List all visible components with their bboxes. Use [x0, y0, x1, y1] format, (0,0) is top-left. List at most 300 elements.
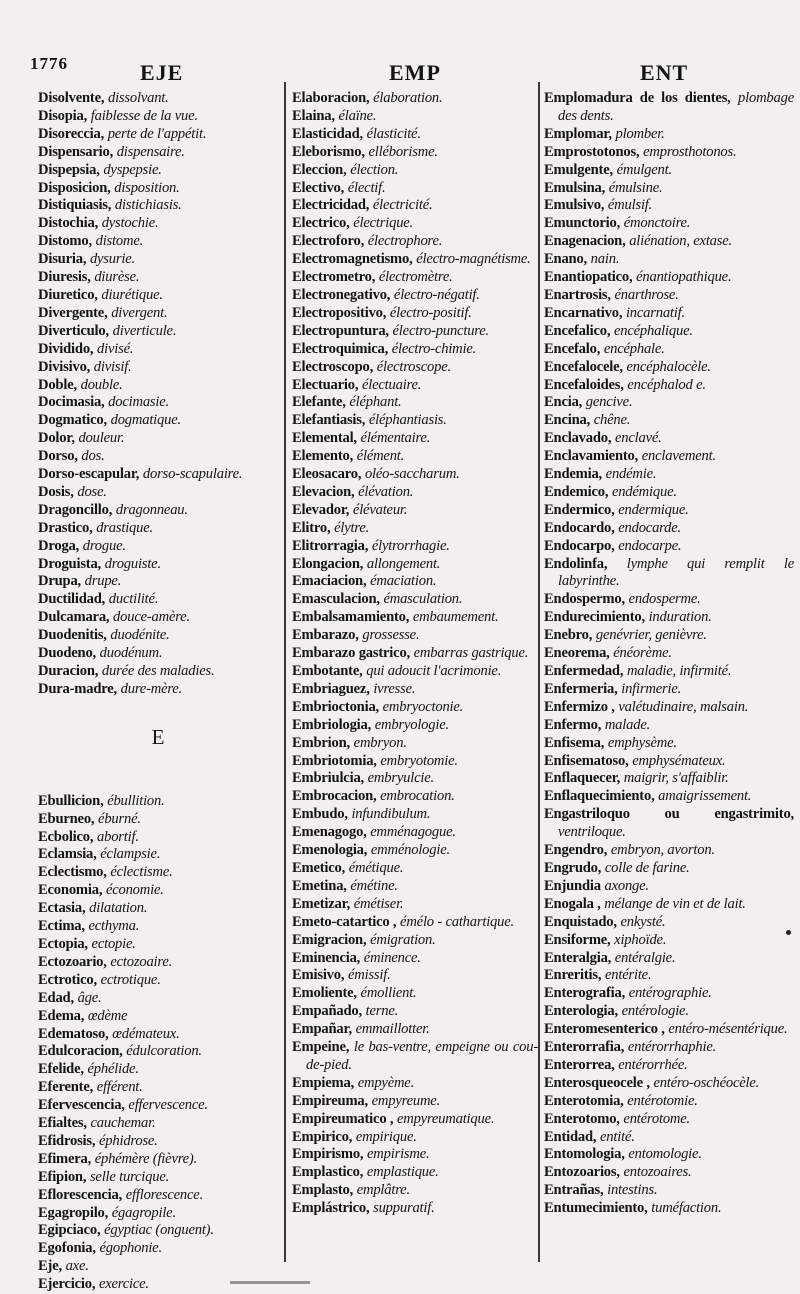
dictionary-entry: [38, 144, 278, 162]
dictionary-entry: [292, 556, 538, 574]
headword: Enano,: [544, 251, 588, 268]
translation: électro-magnétisme.: [416, 251, 531, 268]
dictionary-entry: [544, 788, 794, 806]
dictionary-entry: [292, 609, 538, 627]
dictionary-entry: [38, 1133, 278, 1151]
dictionary-entry: [544, 1182, 794, 1200]
headword: Efipion,: [38, 1168, 87, 1185]
translation: chêne.: [593, 412, 631, 429]
headword: Engastriloquo ou engastrimito,: [544, 806, 794, 823]
headword: Emplomar,: [544, 125, 612, 142]
translation: entérotomie.: [627, 1092, 698, 1109]
headword: Emetina,: [292, 877, 347, 894]
running-head-right: ENT: [640, 60, 689, 85]
headword: Efialtes,: [38, 1115, 87, 1132]
headword: Eleborismo,: [292, 143, 365, 160]
dictionary-entry: [544, 896, 794, 914]
translation: élévation.: [358, 483, 414, 500]
translation: drupe.: [84, 573, 122, 590]
headword: Empiema,: [292, 1074, 355, 1091]
headword: Droguista,: [38, 555, 102, 572]
translation: effervescence.: [128, 1097, 208, 1114]
headword: Duodenitis,: [38, 627, 107, 644]
translation: embryoctonie.: [382, 698, 464, 715]
dictionary-entry: [292, 573, 538, 591]
headword: Dispensario,: [38, 143, 114, 160]
headword: Efimera,: [38, 1150, 92, 1167]
headword: Dosis,: [38, 483, 74, 500]
dictionary-entry: [38, 377, 278, 395]
translation: dilatation.: [89, 900, 148, 917]
dictionary-entry: [38, 305, 278, 323]
column-3: [544, 90, 794, 1218]
translation: encéphalique.: [613, 322, 693, 339]
dictionary-entry: [38, 627, 278, 645]
dictionary-entry: [292, 985, 538, 1003]
headword: Enteromesenterico ,: [544, 1021, 665, 1038]
translation: distichiasis.: [114, 197, 182, 214]
headword: Electronegativo,: [292, 286, 391, 303]
dictionary-entry: [544, 502, 794, 520]
dictionary-entry: [38, 864, 278, 882]
dictionary-entry: [544, 162, 794, 180]
dictionary-entry: [544, 412, 794, 430]
dictionary-entry: [292, 448, 538, 466]
dictionary-entry: [38, 287, 278, 305]
headword: Endolinfa,: [544, 555, 608, 572]
dictionary-entry: [544, 126, 794, 144]
translation: éphémère (fièvre).: [94, 1150, 198, 1167]
dictionary-entry: [292, 681, 538, 699]
headword: Ectima,: [38, 918, 85, 935]
headword: Empireuma,: [292, 1092, 368, 1109]
translation: lymphe qui remplit le labyrinthe.: [558, 555, 794, 590]
dictionary-entry: [292, 1039, 538, 1075]
headword: Enterografia,: [544, 985, 626, 1002]
translation: énarthrose.: [614, 286, 679, 303]
translation: ectozoaire.: [110, 953, 173, 970]
translation: infundibulum.: [351, 806, 431, 823]
dictionary-entry: [38, 215, 278, 233]
headword: Enantiopatico,: [544, 269, 633, 286]
translation: émasculation.: [383, 591, 463, 608]
dictionary-entry: [38, 829, 278, 847]
headword: Endemico,: [544, 483, 609, 500]
headword: Embriotomia,: [292, 752, 377, 769]
translation: entérologie.: [621, 1003, 689, 1020]
headword: Embriaguez,: [292, 680, 370, 697]
translation: élection.: [350, 161, 399, 178]
dictionary-entry: [292, 269, 538, 287]
headword: Egipciaco,: [38, 1222, 101, 1239]
dictionary-entry: [292, 878, 538, 896]
translation: éburné.: [98, 810, 141, 827]
headword: Electuario,: [292, 376, 359, 393]
translation: élémentaire.: [360, 430, 431, 447]
headword: Enflaquecer,: [544, 770, 621, 787]
headword: Diuresis,: [38, 269, 91, 286]
headword: Enfermedad,: [544, 663, 624, 679]
dictionary-entry: [292, 341, 538, 359]
translation: embryon.: [353, 734, 407, 751]
dictionary-entry: [38, 466, 278, 484]
dictionary-entry: [38, 1169, 278, 1187]
dictionary-entry: [544, 430, 794, 448]
translation: drastique.: [96, 519, 153, 536]
dictionary-entry: [38, 972, 278, 990]
dictionary-entry: [292, 180, 538, 198]
translation: emménagogue.: [370, 824, 456, 841]
translation: enclavement.: [641, 448, 716, 465]
headword: Encarnativo,: [544, 304, 623, 321]
translation: divergent.: [111, 304, 168, 321]
headword: Distomo,: [38, 233, 92, 250]
dictionary-entry: [292, 1003, 538, 1021]
dictionary-entry: [544, 180, 794, 198]
headword: Electroquimica,: [292, 340, 389, 357]
headword: Disoreccia,: [38, 125, 105, 142]
dictionary-entry: [292, 1146, 538, 1164]
translation: emplastique.: [366, 1164, 439, 1181]
dictionary-entry: [292, 1093, 538, 1111]
translation: allongement.: [366, 555, 441, 572]
dictionary-entry: [544, 878, 794, 896]
headword: Ectrotico,: [38, 971, 97, 988]
headword: Enfermeria,: [544, 680, 618, 697]
dictionary-entry: [292, 197, 538, 215]
translation: émétique.: [348, 859, 404, 876]
section-letter-e: E: [151, 724, 165, 749]
translation: disposition.: [114, 179, 180, 196]
headword: Electropositivo,: [292, 304, 387, 321]
translation: énéorème.: [613, 645, 672, 662]
dictionary-entry: [544, 466, 794, 484]
headword: Enfermizo ,: [544, 698, 615, 715]
headword: Eclectismo,: [38, 864, 107, 881]
dictionary-entry: [38, 1079, 278, 1097]
translation: embryotomie.: [380, 752, 458, 769]
dictionary-entry: [38, 1151, 278, 1169]
translation: emphysème.: [607, 734, 677, 751]
translation: éphélide.: [87, 1061, 139, 1078]
headword: Engendro,: [544, 842, 608, 859]
translation: tuméfaction.: [651, 1200, 722, 1217]
headword: Empeine,: [292, 1039, 350, 1056]
translation: élément.: [356, 448, 405, 465]
translation: électro-positif.: [389, 304, 472, 321]
translation: axe.: [65, 1258, 89, 1275]
headword: Elemento,: [292, 448, 354, 465]
translation: efférent.: [96, 1079, 143, 1096]
headword: Edulcoracion,: [38, 1043, 123, 1060]
translation: émulsif.: [607, 197, 653, 214]
translation: embaumement.: [412, 609, 499, 626]
translation: élaboration.: [373, 90, 443, 106]
headword: Duodeno,: [38, 645, 97, 662]
dictionary-entry: [38, 1276, 278, 1294]
headword: Emunctorio,: [544, 215, 621, 232]
translation: faiblesse de la vue.: [90, 107, 198, 124]
dictionary-entry: [38, 591, 278, 609]
translation: grossesse.: [362, 627, 420, 644]
dictionary-entry: [292, 233, 538, 251]
dictionary-entry: [544, 305, 794, 323]
dictionary-entry: [38, 180, 278, 198]
dictionary-entry: [38, 1205, 278, 1223]
headword: Endemia,: [544, 466, 603, 483]
translation: élytre.: [334, 519, 370, 536]
translation: genévrier, genièvre.: [595, 627, 707, 644]
translation: égagropile.: [111, 1204, 176, 1221]
dictionary-entry: [292, 717, 538, 735]
headword: Electricidad,: [292, 197, 370, 214]
headword: Drupa,: [38, 573, 81, 590]
dictionary-entry: [38, 645, 278, 663]
translation: malade.: [604, 716, 651, 733]
headword: Dolor,: [38, 430, 75, 447]
headword: Enquistado,: [544, 913, 617, 930]
translation: empirique.: [355, 1128, 417, 1145]
dictionary-entry: [292, 1111, 538, 1129]
translation: électroscope.: [376, 358, 451, 375]
translation: nain.: [590, 251, 620, 268]
translation: dorso-scapulaire.: [142, 466, 243, 483]
translation: douleur.: [78, 430, 125, 447]
dictionary-entry: [544, 197, 794, 215]
dictionary-entry: [38, 1097, 278, 1115]
translation: enclavé.: [615, 430, 662, 447]
headword: Encia,: [544, 394, 583, 411]
translation: durée des maladies.: [101, 663, 215, 679]
headword: Enterosqueocele ,: [544, 1074, 650, 1091]
dictionary-entry: [292, 591, 538, 609]
headword: Emulgente,: [544, 161, 613, 178]
headword: Enfisema,: [544, 734, 605, 751]
headword: Distochia,: [38, 215, 99, 232]
headword: Emprostotonos,: [544, 143, 640, 160]
translation: électrophore.: [367, 233, 443, 250]
translation: duodénite.: [110, 627, 170, 644]
headword: Duracion,: [38, 663, 99, 679]
translation: dogmatique.: [110, 412, 181, 429]
dictionary-entry: [38, 900, 278, 918]
dictionary-entry: [292, 1021, 538, 1039]
dictionary-entry: [292, 520, 538, 538]
headword: Enterologia,: [544, 1003, 618, 1020]
dictionary-entry: [38, 538, 278, 556]
translation: électromètre.: [378, 269, 453, 286]
translation: induration.: [648, 609, 712, 626]
translation: docimasie.: [108, 394, 169, 411]
dictionary-entry: [38, 918, 278, 936]
dictionary-entry: [544, 1057, 794, 1075]
translation: embryologie.: [374, 716, 449, 733]
dictionary-entry: [544, 341, 794, 359]
dictionary-entry: [544, 144, 794, 162]
headword: Embriulcia,: [292, 770, 364, 787]
headword: Entumecimiento,: [544, 1200, 648, 1217]
headword: Embalsamamiento,: [292, 609, 410, 626]
translation: ecthyma.: [88, 918, 140, 935]
headword: Emetizar,: [292, 895, 351, 912]
headword: Egofonia,: [38, 1240, 96, 1257]
translation: électro-puncture.: [392, 322, 489, 339]
headword: Entozoarios,: [544, 1164, 620, 1181]
headword: Embrion,: [292, 734, 351, 751]
translation: suppuratif.: [373, 1200, 435, 1217]
headword: Elongacion,: [292, 555, 364, 572]
headword: Edematoso,: [38, 1025, 109, 1042]
headword: Emaciacion,: [292, 573, 367, 590]
dictionary-entry: [544, 538, 794, 556]
dictionary-entry: [38, 990, 278, 1008]
dictionary-entry: [544, 287, 794, 305]
headword: Divergente,: [38, 304, 108, 321]
headword: Eclamsia,: [38, 846, 97, 863]
translation: électro-négatif.: [393, 286, 480, 303]
translation: embryon, avorton.: [610, 842, 715, 859]
dictionary-entry: [544, 394, 794, 412]
headword: Emetico,: [292, 859, 346, 876]
translation: selle turcique.: [89, 1168, 170, 1185]
dictionary-entry: [292, 932, 538, 950]
headword: Engrudo,: [544, 859, 602, 876]
headword: Emenologia,: [292, 842, 368, 859]
headword: Eneorema,: [544, 645, 610, 662]
headword: Dulcamara,: [38, 609, 110, 626]
translation: énantiopathique.: [636, 269, 732, 286]
headword: Enartrosis,: [544, 286, 611, 303]
translation: embrocation.: [380, 788, 455, 805]
translation: mélange de vin et de lait.: [604, 895, 746, 912]
dictionary-entry: [38, 573, 278, 591]
dictionary-entry: [38, 108, 278, 126]
dictionary-entry: [38, 1115, 278, 1133]
headword: Embrocacion,: [292, 788, 377, 805]
dictionary-entry: [544, 1021, 794, 1039]
translation: exercice.: [98, 1276, 149, 1293]
translation: endémie.: [605, 466, 657, 483]
dictionary-entry: [38, 1043, 278, 1061]
headword: Empañado,: [292, 1003, 362, 1020]
dictionary-entry: [38, 936, 278, 954]
dictionary-entry: [292, 484, 538, 502]
translation: cauchemar.: [90, 1115, 156, 1132]
dictionary-entry: [544, 251, 794, 269]
headword: Elasticidad,: [292, 125, 363, 142]
headword: Empirico,: [292, 1128, 353, 1145]
dictionary-entry: [544, 806, 794, 842]
translation: divisé.: [97, 340, 134, 357]
translation: œdémateux.: [112, 1025, 180, 1042]
dictionary-entry: [38, 269, 278, 287]
dictionary-entry: [544, 1039, 794, 1057]
headword: Electropuntura,: [292, 322, 389, 339]
translation: infirmerie.: [621, 680, 682, 697]
column-1: [38, 90, 278, 1294]
headword: Disopia,: [38, 107, 88, 124]
translation: émulsine.: [608, 179, 663, 196]
translation: ectopie.: [91, 935, 136, 952]
headword: Enterotomo,: [544, 1110, 620, 1127]
dictionary-entry: [292, 896, 538, 914]
headword: Enclavado,: [544, 430, 612, 447]
translation: endocarpe.: [618, 537, 682, 554]
translation: ductilité.: [108, 591, 159, 608]
headword: Droga,: [38, 537, 80, 554]
headword: Electivo,: [292, 179, 345, 196]
headword: Emoliente,: [292, 985, 357, 1002]
headword: Dorso-escapular,: [38, 466, 140, 483]
dictionary-entry: [38, 882, 278, 900]
dictionary-entry: [38, 846, 278, 864]
translation: élévateur.: [352, 501, 408, 518]
dictionary-entry: [38, 1187, 278, 1205]
translation: endémique.: [611, 483, 677, 500]
headword: Efelide,: [38, 1061, 84, 1078]
translation: dragonneau.: [115, 501, 188, 518]
dictionary-entry: [544, 1200, 794, 1218]
headword: Electroscopo,: [292, 358, 374, 375]
translation: dure-mère.: [120, 680, 183, 697]
translation: entérite.: [604, 967, 652, 984]
translation: dystochie.: [101, 215, 159, 232]
headword: Encefalico,: [544, 322, 611, 339]
translation: drogue.: [82, 537, 126, 554]
translation: ectrotique.: [100, 971, 161, 988]
translation: gencive.: [585, 394, 633, 411]
translation: encéphalod e.: [627, 376, 706, 393]
headword: Ejercicio,: [38, 1276, 96, 1293]
headword: Elitro,: [292, 519, 331, 536]
headword: Enfisematoso,: [544, 752, 629, 769]
dictionary-entry: [544, 1111, 794, 1129]
headword: Empañar,: [292, 1021, 352, 1038]
dictionary-entry: [292, 144, 538, 162]
translation: embarras gastrique.: [413, 645, 529, 662]
headword: Embudo,: [292, 806, 348, 823]
headword: Elitrorragia,: [292, 537, 369, 554]
headword: Emisivo,: [292, 967, 345, 984]
translation: endermique.: [618, 501, 689, 518]
headword: Emulsina,: [544, 179, 606, 196]
dictionary-entry: [38, 323, 278, 341]
headword: Encefalo,: [544, 340, 601, 357]
headword: Eflorescencia,: [38, 1186, 123, 1203]
running-head-center: EMP: [389, 60, 441, 85]
headword: Eje,: [38, 1258, 62, 1275]
headword: Elevador,: [292, 501, 350, 518]
headword: Eminencia,: [292, 949, 361, 966]
translation: perte de l'appétit.: [107, 125, 207, 142]
dictionary-entry: [38, 811, 278, 829]
column-3-entries: [544, 90, 794, 1218]
headword: Diuretico,: [38, 286, 98, 303]
headword: Elaboracion,: [292, 90, 370, 106]
headword: Emplastico,: [292, 1164, 364, 1181]
dictionary-entry: [544, 770, 794, 788]
dictionary-entry: [38, 251, 278, 269]
headword: Elaina,: [292, 107, 335, 124]
column-1-entries-d: [38, 90, 278, 699]
headword: Eferente,: [38, 1079, 94, 1096]
dictionary-entry: [292, 735, 538, 753]
headword: Divisivo,: [38, 358, 91, 375]
headword: Emplasto,: [292, 1182, 354, 1199]
dictionary-entry: [544, 860, 794, 878]
dictionary-entry: [38, 502, 278, 520]
headword: Electrico,: [292, 215, 350, 232]
